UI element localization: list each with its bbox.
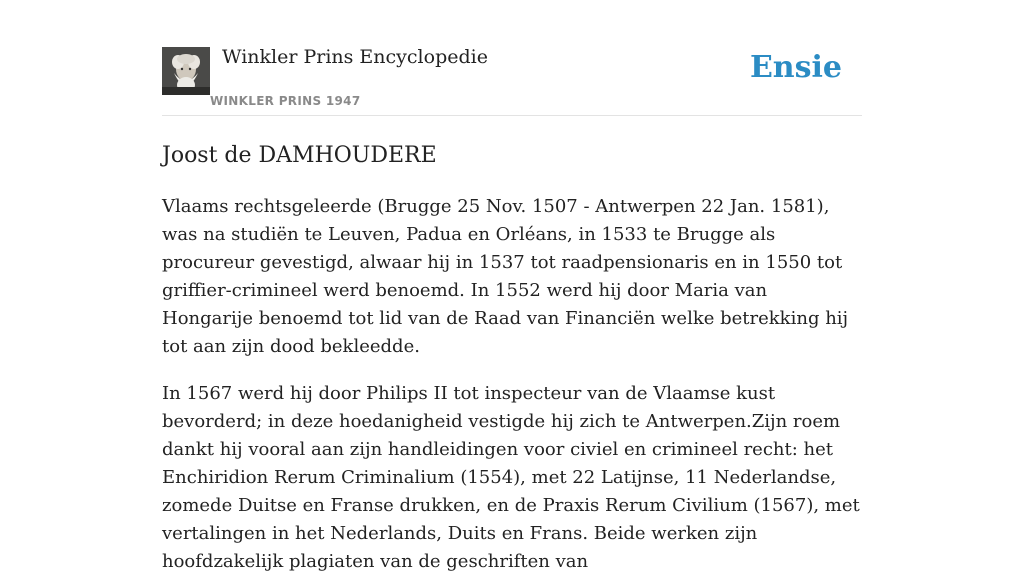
article-header (162, 0, 862, 116)
article-title: Joost de DAMHOUDERE (162, 143, 437, 168)
bearded-man-portrait-icon (162, 47, 210, 95)
ensie-logo-link[interactable]: Ensie (749, 50, 842, 85)
article-paragraph: In 1567 werd hij door Philips II tot inspecteur van de Vlaamse kust bevorderd; in deze hoedanigheid vestigde hij zich te Antwerpen.Zijn roem dankt hij vooral aan zijn handleidingen voor civiel en crimineel recht: het Enchiridion Rerum Criminalium (1554), met 22 Latijnse, 11 Nederlandse, zomede Duitse en Franse drukken, en de Praxis Rerum Civilium (1567), met vertalingen in het Nederlands, Duits en Frans. Beide werken zijn hoofdzakelijk plagiaten van de geschriften van (162, 383, 860, 572)
avatar[interactable] (162, 47, 210, 95)
article-paragraph: Vlaams rechtsgeleerde (Brugge 25 Nov. 1507 - Antwerpen 22 Jan. 1581), was na studiën te Leuven, Padua en Orléans, in 1533 te Brugge als procureur gevestigd, alwaar hij in 1537 tot raadpensionaris en in 1550 tot griffier-crimineel werd benoemd. In 1552 werd hij door Maria van Hongarije benoemd tot lid van de Raad van Financiën welke betrekking hij tot aan zijn dood bekleedde. (162, 196, 849, 357)
source-name[interactable]: Winkler Prins Encyclopedie (222, 46, 488, 68)
source-edition[interactable]: WINKLER PRINS 1947 (210, 94, 361, 108)
article-container (162, 0, 862, 576)
